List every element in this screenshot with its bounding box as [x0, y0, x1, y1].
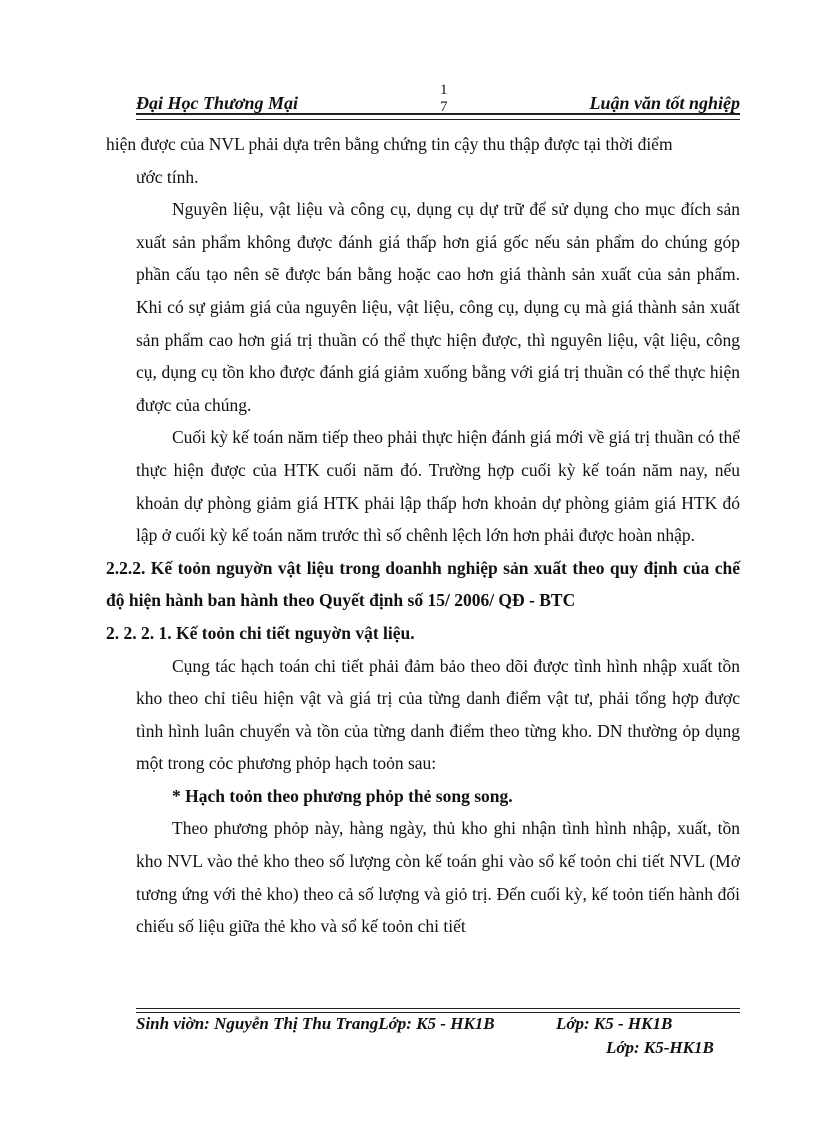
- paragraph-parallel-card-method: Theo phương phỏp này, hàng ngày, thủ kho ghi nhận tình hình nhập, xuất, tồn kho NVL vào thẻ kho theo số lượng còn kế toán ghi vào sổ kế toỏn chi tiết NVL (Mở tương ứng với thẻ kho) theo cả số lượng và giỏ trị. Đến cuối kỳ, kế toỏn tiến hành đối chiếu số liệu giữa thẻ kho và sổ kế toỏn chi tiết: [136, 818, 740, 937]
- subheading-parallel-card-method: * Hạch toỏn theo phương phỏp thẻ song song.: [172, 785, 513, 806]
- paragraph-year-end-valuation: Cuối kỳ kế toán năm tiếp theo phải thực hiện đánh giá mới về giá trị thuần có thể thực hiện được của HTK cuối năm đó. Trường hợp cuối kỳ kế toán năm nay, nếu khoản dự phòng giảm giá HTK phải lập thấp hơn khoản dự phòng giảm giá HTK đó lập ở cuối kỳ kế toán năm trước thì số chênh lệch lớn hơn phải được hoàn nhập.: [136, 427, 740, 546]
- footer-student: Sinh viờn: Nguyễn Thị Thu TrangLớp: K5 - HK1B: [136, 1014, 495, 1033]
- paragraph-detail-accounting: Cụng tác hạch toán chi tiết phải đảm bảo theo dõi được tình hình nhập xuất tồn kho theo chỉ tiêu hiện vật và giá trị của từng danh điểm vật tư, phải tổng hợp được tình hình luân chuyển và tồn của từng danh điểm theo từng kho. DN thường ỏp dụng một trong cỏc phương phỏp hạch toỏn sau:: [136, 655, 740, 774]
- header-thesis-title: Luận văn tốt nghiệp: [589, 93, 740, 113]
- paragraph-continuation-end: ước tính.: [136, 166, 199, 187]
- header-page-number: [440, 82, 448, 116]
- paragraph-materials-valuation: Nguyên liệu, vật liệu và công cụ, dụng cụ dự trữ để sử dụng cho mục đích sản xuất sản phẩm không được đánh giá thấp hơn giá gốc nếu sản phẩm do chúng góp phần cấu tạo nên sẽ được bán bằng hoặc cao hơn giá thành sản xuất của sản phẩm. Khi có sự giảm giá của nguyên liệu, vật liệu, công cụ, dụng cụ mà giá thành sản xuất sản phẩm cao hơn giá trị thuần có thể thực hiện được, thì nguyên liệu, vật liệu, công cụ, dụng cụ tồn kho được đánh giá giảm xuống bằng với giá trị thuần có thể thực hiện được của chúng.: [136, 199, 740, 415]
- page-number-top: 1: [440, 82, 448, 98]
- footer-rule: [136, 1008, 740, 1013]
- document-body: [106, 128, 740, 943]
- page-header: [136, 84, 740, 120]
- paragraph-continuation: hiện được của NVL phải dựa trên bằng chứng tin cậy thu thập được tại thời điểm: [106, 134, 673, 154]
- header-rule: [136, 113, 740, 120]
- footer-class-2: Lớp: K5-HK1B: [606, 1038, 714, 1057]
- header-university: Đại Học Thương Mại: [136, 93, 298, 113]
- section-heading-2-2-2-1: 2. 2. 2. 1. Kế toỏn chi tiết nguyờn vật liệu.: [106, 622, 415, 643]
- page-number-bottom: 7: [440, 99, 448, 115]
- page-footer: [136, 1014, 740, 1064]
- section-heading-2-2-2: 2.2.2. Kế toỏn nguyờn vật liệu trong doanhh nghiệp sản xuất theo quy định của chế độ hiện hành ban hành theo Quyết định số 15/ 2006/ QĐ - BTC: [106, 557, 740, 611]
- footer-class-1: Lớp: K5 - HK1B: [556, 1014, 673, 1033]
